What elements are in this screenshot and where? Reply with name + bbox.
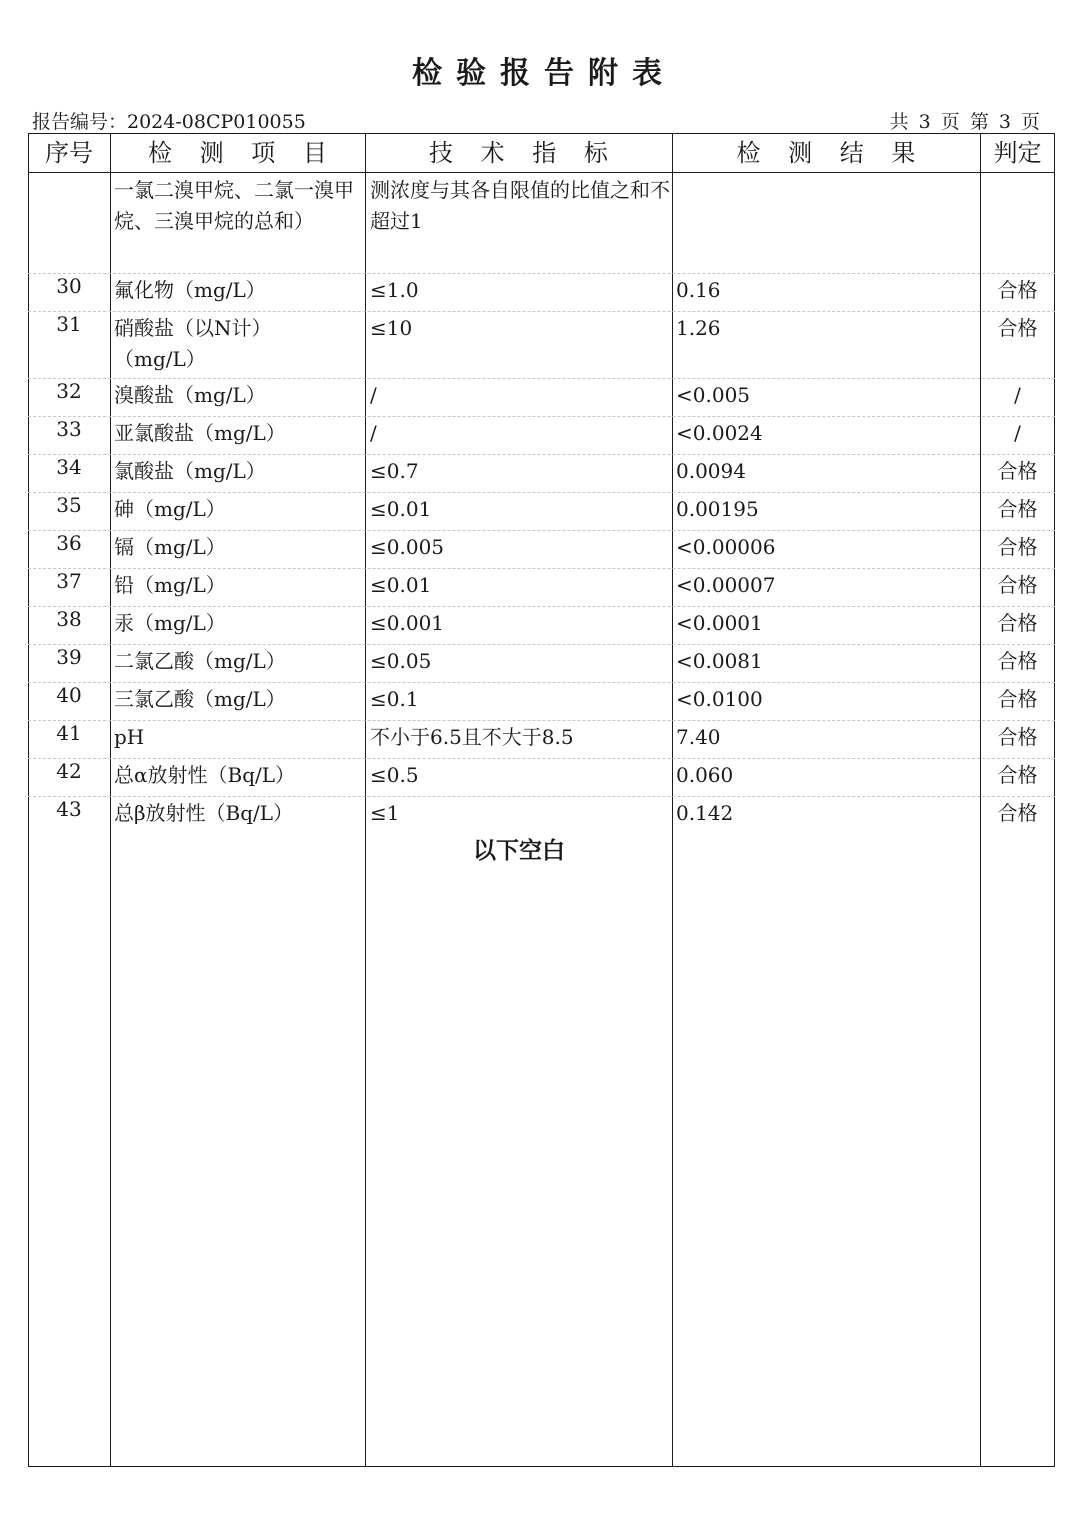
continued-spec: 测浓度与其各自限值的比值之和不超过1 xyxy=(370,178,670,233)
row-item: 总α放射性（Bq/L） xyxy=(114,763,296,787)
row-seq: 33 xyxy=(56,417,82,441)
row-spec: ≤10 xyxy=(370,316,413,340)
row-verdict: 合格 xyxy=(997,316,1038,340)
row-seq: 40 xyxy=(56,683,82,707)
row-verdict: 合格 xyxy=(997,763,1038,787)
column-divider xyxy=(672,133,673,1467)
row-item: 总β放射性（Bq/L） xyxy=(114,801,294,825)
row-item: 三氯乙酸（mg/L） xyxy=(114,687,286,711)
report-title: 检验报告附表 xyxy=(412,56,676,91)
row-item: 汞（mg/L） xyxy=(114,611,226,635)
row-item: 镉（mg/L） xyxy=(114,535,226,559)
page-info: 共 3 页 第 3 页 xyxy=(889,111,1042,133)
row-item: 硝酸盐（以N计）（mg/L） xyxy=(114,316,272,371)
row-seq: 37 xyxy=(56,569,82,593)
row-divider xyxy=(28,454,1055,455)
row-result: 0.0094 xyxy=(676,459,746,483)
row-result: <0.00006 xyxy=(676,535,776,559)
row-seq: 38 xyxy=(56,607,82,631)
row-item: 铅（mg/L） xyxy=(114,573,226,597)
row-divider xyxy=(28,720,1055,721)
row-item: 砷（mg/L） xyxy=(114,497,226,521)
row-result: <0.0100 xyxy=(676,687,763,711)
row-seq: 34 xyxy=(56,455,82,479)
row-divider xyxy=(28,530,1055,531)
row-divider xyxy=(28,758,1055,759)
header-item: 检 测 项 目 xyxy=(148,139,337,167)
row-item: pH xyxy=(114,725,145,749)
row-result: 0.00195 xyxy=(676,497,759,521)
row-item: 氟化物（mg/L） xyxy=(114,278,266,302)
row-spec: ≤0.01 xyxy=(370,573,432,597)
column-divider xyxy=(365,133,366,1467)
row-spec: / xyxy=(370,421,377,445)
row-verdict: 合格 xyxy=(997,573,1038,597)
row-seq: 30 xyxy=(56,274,82,298)
row-spec: ≤0.001 xyxy=(370,611,445,635)
row-verdict: / xyxy=(1014,421,1021,445)
row-divider xyxy=(28,796,1055,797)
row-spec: ≤1 xyxy=(370,801,400,825)
row-verdict: 合格 xyxy=(997,278,1038,302)
row-divider xyxy=(28,273,1055,274)
row-verdict: 合格 xyxy=(997,459,1038,483)
row-result: 7.40 xyxy=(676,725,721,749)
row-verdict: 合格 xyxy=(997,497,1038,521)
row-divider xyxy=(28,311,1055,312)
row-verdict: 合格 xyxy=(997,801,1038,825)
row-seq: 35 xyxy=(56,493,82,517)
row-result: 0.060 xyxy=(676,763,734,787)
row-seq: 31 xyxy=(56,312,82,336)
row-item: 溴酸盐（mg/L） xyxy=(114,383,266,407)
row-spec: ≤0.7 xyxy=(370,459,419,483)
row-divider xyxy=(28,606,1055,607)
row-item: 亚氯酸盐（mg/L） xyxy=(114,421,286,445)
row-result: 1.26 xyxy=(676,316,721,340)
row-result: <0.0081 xyxy=(676,649,763,673)
row-result: 0.142 xyxy=(676,801,734,825)
header-seq: 序号 xyxy=(45,139,93,167)
row-result: <0.005 xyxy=(676,383,751,407)
row-result: 0.16 xyxy=(676,278,721,302)
header-verdict: 判定 xyxy=(993,139,1042,167)
row-seq: 36 xyxy=(56,531,82,555)
blank-below-note: 以下空白 xyxy=(473,838,565,864)
row-seq: 41 xyxy=(56,721,82,745)
row-divider xyxy=(28,378,1055,379)
row-spec: ≤0.05 xyxy=(370,649,432,673)
row-verdict: / xyxy=(1014,383,1021,407)
row-divider xyxy=(28,568,1055,569)
header-spec: 技 术 指 标 xyxy=(429,139,618,167)
row-result: <0.0024 xyxy=(676,421,763,445)
row-spec: ≤0.01 xyxy=(370,497,432,521)
row-result: <0.00007 xyxy=(676,573,776,597)
row-spec: / xyxy=(370,383,377,407)
row-verdict: 合格 xyxy=(997,535,1038,559)
row-seq: 32 xyxy=(56,379,82,403)
row-item: 氯酸盐（mg/L） xyxy=(114,459,266,483)
row-seq: 39 xyxy=(56,645,82,669)
row-verdict: 合格 xyxy=(997,611,1038,635)
row-spec: ≤1.0 xyxy=(370,278,419,302)
header-result: 检 测 结 果 xyxy=(736,139,926,167)
row-divider xyxy=(28,492,1055,493)
row-verdict: 合格 xyxy=(997,649,1038,673)
row-seq: 42 xyxy=(56,759,82,783)
row-result: <0.0001 xyxy=(676,611,763,635)
report-number: 报告编号：2024-08CP010055 xyxy=(32,111,306,133)
row-verdict: 合格 xyxy=(997,687,1038,711)
continued-item: 一氯二溴甲烷、二氯一溴甲烷、三溴甲烷的总和） xyxy=(114,178,354,233)
row-divider xyxy=(28,416,1055,417)
row-spec: ≤0.005 xyxy=(370,535,445,559)
column-divider xyxy=(110,133,111,1467)
row-verdict: 合格 xyxy=(997,725,1038,749)
row-item: 二氯乙酸（mg/L） xyxy=(114,649,286,673)
row-spec: 不小于6.5且不大于8.5 xyxy=(370,725,574,749)
row-spec: ≤0.1 xyxy=(370,687,419,711)
row-spec: ≤0.5 xyxy=(370,763,419,787)
row-divider xyxy=(28,644,1055,645)
row-divider xyxy=(28,682,1055,683)
row-seq: 43 xyxy=(56,797,82,821)
